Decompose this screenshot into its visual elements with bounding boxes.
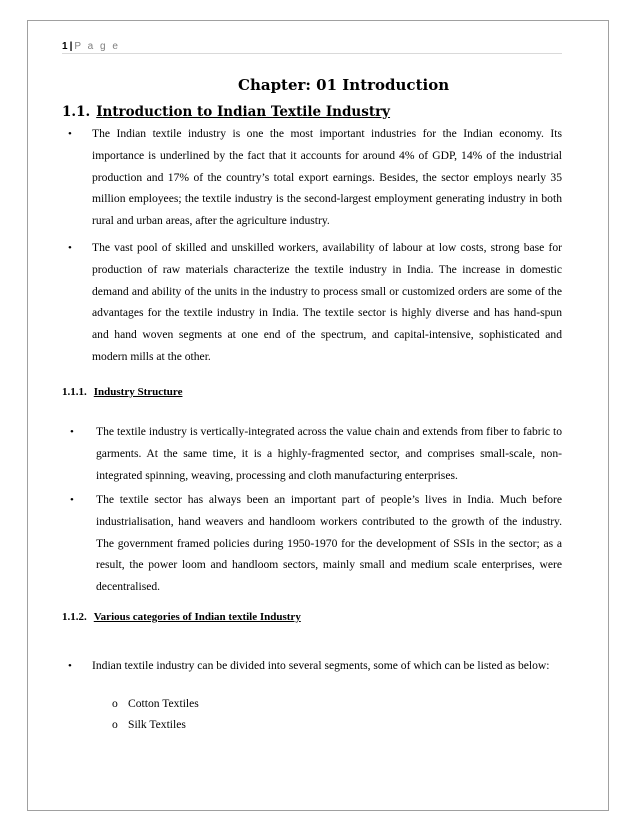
page-number: 1 (62, 41, 68, 52)
bullet-icon: • (70, 494, 74, 506)
bullet-icon: • (68, 128, 72, 140)
section-number: 1.1. (62, 104, 91, 120)
list-item-label: Cotton Textiles (128, 697, 199, 710)
list-marker: o (112, 697, 118, 710)
structure-paragraph-1: The textile industry is vertically-integrated across the value chain and extends from fiber to fabric to garments. At the same time, it is a highly-fragmented sector, and comprises small-scale, non-integrated spinning, weaving, processing and cloth manufacturing enterprises. (96, 425, 562, 482)
list-item-label: Silk Textiles (128, 718, 186, 731)
subsection-heading-industry-structure (62, 386, 182, 398)
bullet-icon: • (68, 660, 72, 672)
chapter-title: Chapter: 01 Introduction (238, 76, 450, 94)
subsection-heading-categories (62, 611, 301, 623)
list-marker: o (112, 718, 118, 731)
categories-paragraph: Indian textile industry can be divided into several segments, some of which can be listed as below: (92, 659, 550, 672)
bullet-icon: • (68, 242, 72, 254)
list-item (112, 718, 186, 731)
subsection-title: Industry Structure (93, 386, 183, 398)
subsection-number: 1.1.2. (62, 611, 87, 623)
bullet-icon: • (70, 426, 74, 438)
subsection-title: Various categories of Indian textile Industry (93, 611, 301, 623)
page-header (62, 41, 120, 52)
section-title: Introduction to Indian Textile Industry (96, 104, 391, 120)
intro-paragraph-2: The vast pool of skilled and unskilled workers, availability of labour at low costs, strong base for production of raw materials characterize the textile industry in India. The increase in domestic demand and ability of the units in the industry to process small or customized orders are some of the advantages for the textile industry in India. The textile sector is highly diverse and has hand-spun and hand woven segments at one end of the spectrum, and capital-intensive, sophisticated and modern mills at the other. (92, 241, 562, 363)
structure-paragraph-2: The textile sector has always been an important part of people’s lives in India. Much before industrialisation, hand weavers and handloom workers contributed to the growth of the industry. The government framed policies during 1950-1970 for the development of SSIs in the sector; as a result, the power loom and handloom sectors, mainly small and medium scale enterprises, were decentralised. (96, 493, 562, 594)
section-heading (62, 104, 390, 120)
subsection-number: 1.1.1. (62, 386, 87, 398)
header-rule (62, 53, 562, 54)
page-label: P a g e (74, 41, 120, 52)
list-item (112, 697, 199, 710)
header-separator: | (69, 41, 73, 52)
intro-paragraph-1: The Indian textile industry is one the most important industries for the Indian economy. Its importance is underlined by the fact that it accounts for around 4% of GDP, 14% of the industrial production and 17% of the country’s total export earnings. Besides, the sector employs nearly 35 million employees; the textile industry is the second-largest employment generating industry in both rural and urban areas, after the agriculture industry. (92, 127, 562, 228)
